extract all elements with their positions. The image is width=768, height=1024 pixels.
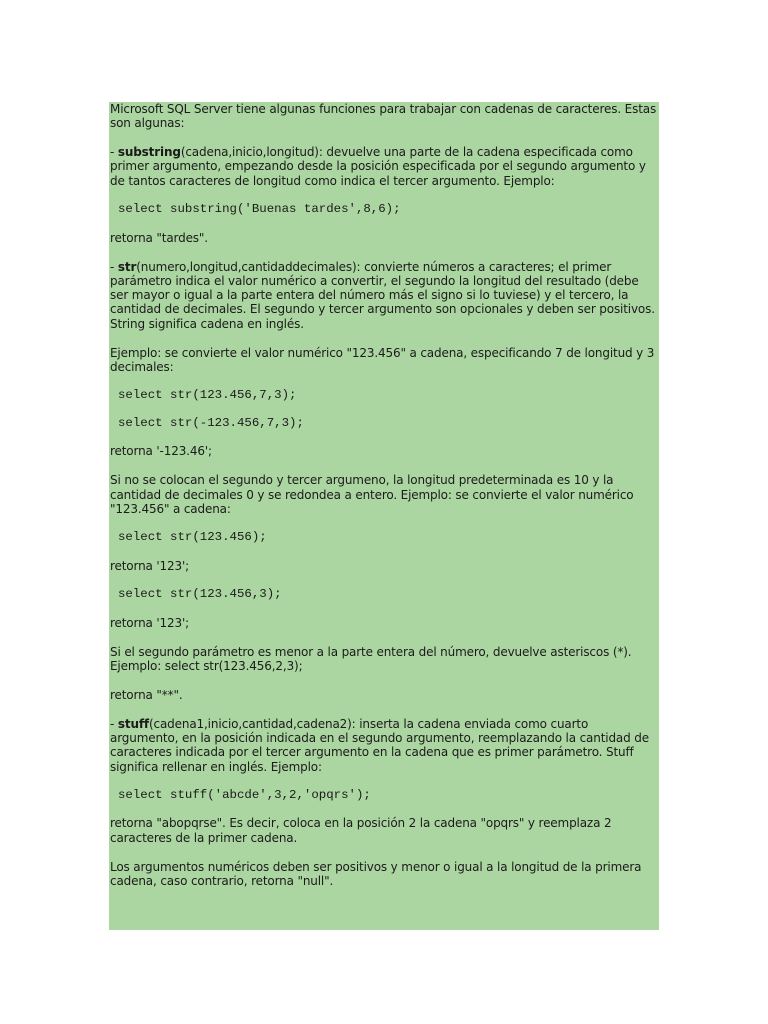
substring-function-name: substring xyxy=(117,145,181,160)
str-code-example-1: select str(123.456,7,3); xyxy=(118,388,297,403)
document-body xyxy=(109,102,659,930)
stuff-dash: - xyxy=(110,716,118,731)
stuff-code-example: select stuff('abcde',3,2,'opqrs'); xyxy=(118,787,371,802)
substring-result: retorna "tardes". xyxy=(110,230,208,245)
substring-desc-text: (cadena,inicio,longitud): devuelve una parte de la cadena especificada como primer argumento, empezando desde la posición especificada por el segundo argumento y de tantos caracteres de longitud como indica el tercer argumento. Ejemplo: xyxy=(110,145,646,188)
substring-description xyxy=(110,145,657,188)
closing-paragraph: Los argumentos numéricos deben ser positivos y menor o igual a la longitud de la primera cadena, caso contrario, retorna "null". xyxy=(110,859,642,888)
intro-paragraph: Microsoft SQL Server tiene algunas funciones para trabajar con cadenas de caracteres. Estas son algunas: xyxy=(110,102,657,131)
stuff-desc-text: (cadena1,inicio,cantidad,cadena2): inserta la cadena enviada como cuarto argumento, en la posición indicada en el segundo argumento, reemplazando la cantidad de caracteres indicada por el tercer argumento en la cadena que es primer parámetro. Stuff significa rellenar en inglés. Ejemplo: xyxy=(110,716,649,774)
str-asterisk-text: Si el segundo parámetro es menor a la parte entera del número, devuelve asteriscos (*). Ejemplo: select str(123.456,2,3); xyxy=(110,644,632,673)
stuff-description xyxy=(110,717,657,774)
substring-code-example: select substring('Buenas tardes',8,6); xyxy=(118,202,401,217)
str-code-example-3: select str(123.456); xyxy=(118,530,267,545)
str-result-2: retorna '123'; xyxy=(110,558,190,573)
str-result-4: retorna "**". xyxy=(110,687,183,702)
str-code-example-2: select str(-123.456,7,3); xyxy=(118,415,304,430)
str-result-3: retorna '123'; xyxy=(110,615,190,630)
str-function-name: str xyxy=(117,259,137,274)
str-result-1: retorna '-123.46'; xyxy=(110,444,212,459)
str-example-text: Ejemplo: se convierte el valor numérico "123.456" a cadena, especificando 7 de longitud y 3 decimales: xyxy=(110,345,655,374)
str-default-text: Si no se colocan el segundo y tercer argumeno, la longitud predeterminada es 10 y la cantidad de decimales 0 y se redondea a entero. Ejemplo: se convierte el valor numérico "123.456" a cadena: xyxy=(110,473,634,516)
substring-dash: - xyxy=(110,145,118,160)
str-dash: - xyxy=(110,259,118,274)
stuff-result: retorna "abopqrse". Es decir, coloca en la posición 2 la cadena "opqrs" y reemplaza 2 caracteres de la primer cadena. xyxy=(110,816,612,845)
str-code-example-4: select str(123.456,3); xyxy=(118,587,282,602)
stuff-function-name: stuff xyxy=(117,716,149,731)
str-description xyxy=(110,260,657,331)
str-desc-text: (numero,longitud,cantidaddecimales): convierte números a caracteres; el primer parámetro indica el valor numérico a convertir, el segundo la longitud del resultado (debe ser mayor o igual a la parte entera del número más el signo si lo tuviese) y el tercero, la cantidad de decimales. El segundo y tercer argumento son opcionales y deben ser positivos. String significa cadena en inglés. xyxy=(110,259,655,331)
